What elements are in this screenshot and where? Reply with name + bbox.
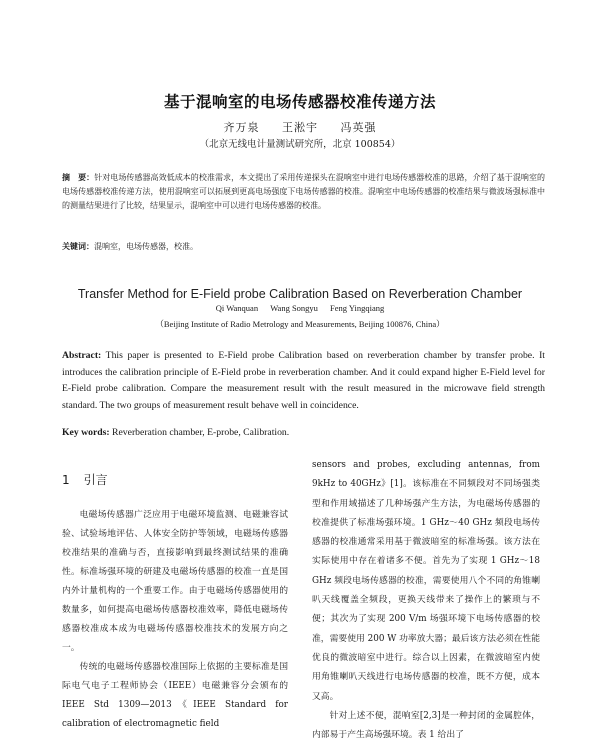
paper-title-en: Transfer Method for E-Field probe Calibration Based on Reverberation Chamber (77, 287, 523, 301)
affiliation-en: （Beijing Institute of Radio Metrology and Measurements, Beijing 100876, China） (155, 319, 445, 329)
author-en-3: Feng Yingqiang (330, 303, 385, 313)
keywords-en (62, 427, 545, 438)
author-cn-3: 冯英强 (340, 121, 377, 134)
abstract-cn (62, 171, 545, 213)
authors-en (0, 303, 600, 313)
right-paragraph-2: 针对上述不便，混响室[2,3]是一种封闭的金属腔体，内部易于产生高场强环境。表 1 给出了 (312, 710, 540, 741)
authors-cn (0, 119, 600, 135)
author-en-2: Wang Songyu (270, 303, 318, 313)
keywords-cn-label: 关键词： (62, 242, 94, 251)
affiliation-cn: （北京无线电计量测试研究所，北京 100854） (199, 139, 401, 150)
section-number: 1 (62, 473, 70, 487)
paper-title-cn: 基于混响室的电场传感器校准传递方法 (163, 93, 436, 111)
keywords-cn (62, 240, 545, 254)
author-cn-1: 齐万泉 (223, 121, 260, 134)
section-heading-introduction (62, 471, 108, 488)
keywords-en-label: Key words: (62, 427, 110, 438)
left-paragraph-1: 电磁场传感器广泛应用于电磁环境监测、电磁兼容试验、试验场地评估、人体安全防护等领域，电磁场传感器校准结果的准确与否，直接影响到最终测试结果的准确性。标准场强环境的研建及电磁场传感器的校准一直是国内外计量机构的一个重要工作。由于电磁场传感器使用的数量多，如何提高电磁场传感器校准效率，降低电磁场传感器校准成本成为电磁场传感器校准技术的发展方向之一。 (62, 510, 288, 653)
abstract-en (62, 348, 545, 414)
author-en-1: Qi Wanquan (215, 303, 259, 313)
author-cn-2: 王淞宇 (282, 121, 318, 134)
body-column-left (62, 506, 288, 734)
body-column-right (312, 456, 540, 745)
abstract-cn-label: 摘 要： (62, 173, 95, 182)
right-paragraph-1: sensors and probes, excluding antennas, from 9kHz to 40GHz》[1]。该标准在不同频段对不同场强类型和作用域描述了几种场强产生方法，为电磁场传感器的校准提供了标准场强环境。1 GHz～40 GHz 频段电场传感器的校准通常采用基于微波暗室的标准场强。该方法在实际使用中存在着诸多不便。首先为了实现 1 GHz～18 GHz 频段电场传感器的校准，需要使用八个不同的角锥喇叭天线覆盖全频段，更换天线带来了操作上的繁琐与不便；其次为了实现 200 V/m 场强环境下电场传感器的校准，需要使用 200 W 功率放大器；最后该方法必须在性能优良的微波暗室中进行。综合以上因素，在微波暗室内使用角锥喇叭天线进行电场传感器的校准，既不方便，成本又高。 (312, 460, 540, 702)
abstract-en-label: Abstract: (62, 350, 102, 361)
abstract-cn-text: 针对电场传感器高效低成本的校准需求，本文提出了采用传递探头在混响室中进行电场传感器校准的思路，介绍了基于混响室的电场传感器校准传递方法，使用混响室可以拓展到更高电场强度下电场传感器的校准。混响室中电场传感器的校准结果与微波场强标准中的测量结果进行了比较，结果显示，混响室中可以进行电场传感器的校准。 (62, 173, 545, 210)
left-paragraph-2: 传统的电磁场传感器校准国际上依据的主要标准是国际电气电子工程师协会（IEEE）电磁兼容分会颁布的 IEEE Std 1309—2013《IEEE Standard for calibration of electromagnetic field (62, 662, 288, 729)
keywords-en-text: Reverberation chamber, E-probe, Calibration. (112, 427, 290, 438)
abstract-en-text: This paper is presented to E-Field probe Calibration based on reverberation chamber by transfer probe. It introduces the calibration principle of E-Field probe in reverberation chamber. And it could expand higher E-Field level for E-Field probe calibration. Compare the measurement result with the result measured in the microwave field strength standard. The two groups of measurement result behave well in coincidence. (62, 350, 545, 411)
section-title: 引言 (83, 473, 108, 487)
keywords-cn-text: 混响室，电场传感器，校准。 (94, 242, 198, 251)
